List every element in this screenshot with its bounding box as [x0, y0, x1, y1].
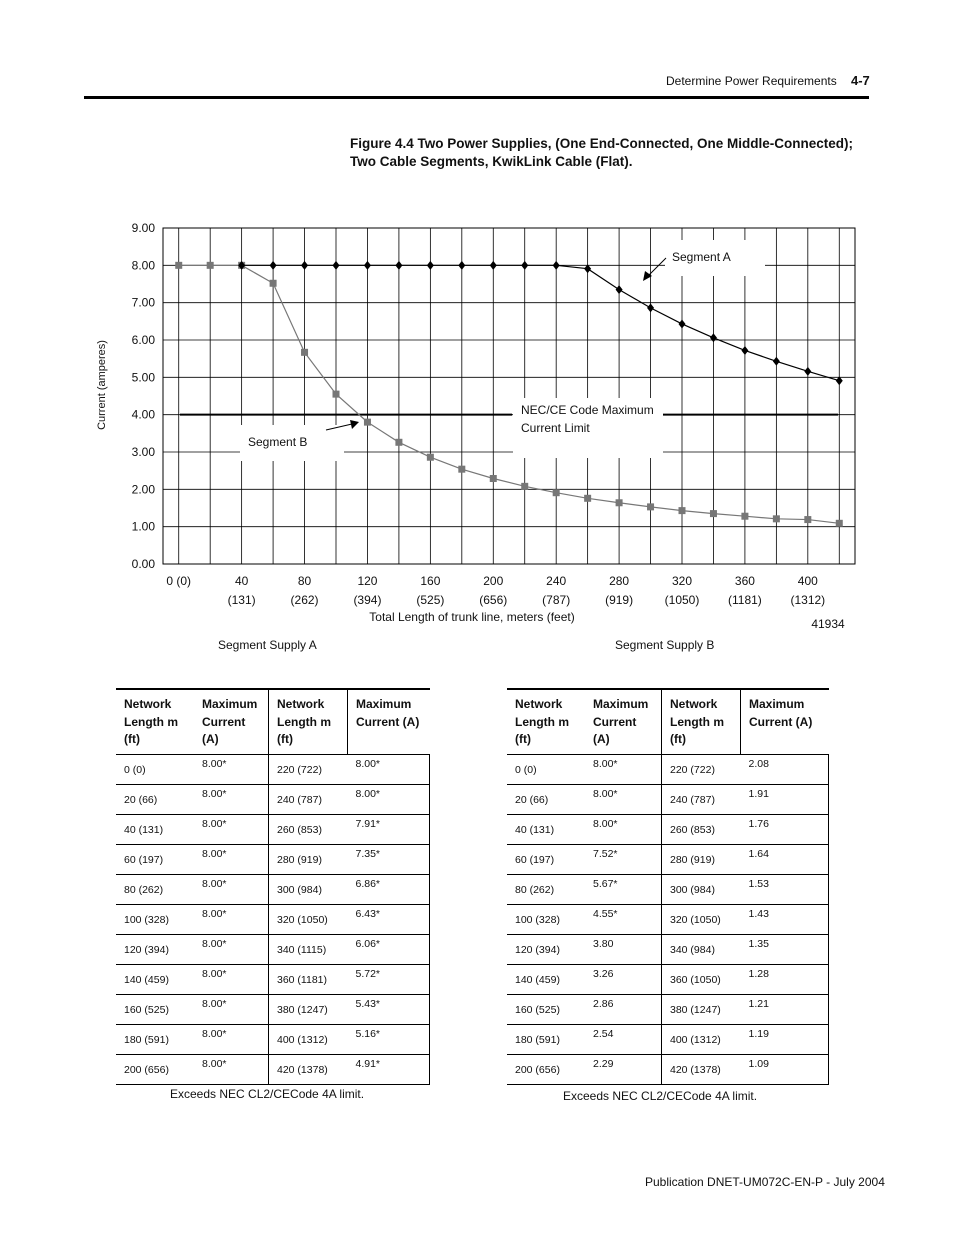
segment-a-line	[242, 265, 840, 380]
figure-caption-line1: Figure 4.4 Two Power Supplies, (One End-Connected, One Middle-Connected);	[350, 136, 854, 151]
table-row	[116, 905, 430, 935]
table-row	[507, 875, 829, 905]
table-a-note: Exceeds NEC CL2/CECode 4A limit.	[170, 1087, 365, 1101]
x-tick-sublabel: (262)	[290, 593, 319, 607]
segment-a-point	[679, 319, 686, 328]
y-tick-label: 4.00	[131, 407, 155, 422]
y-axis-title: Current (amperes)	[96, 340, 108, 430]
length-cell: 160 (525)	[116, 995, 194, 1025]
table-row	[116, 995, 430, 1025]
nec-limit-label: NEC/CE Code Maximum	[521, 403, 654, 417]
segment-b-callout: Segment B	[248, 435, 308, 449]
current-cell: 1.64	[741, 845, 829, 875]
x-tick-sublabel: (1050)	[664, 593, 700, 607]
x-tick-label: 240	[546, 574, 567, 588]
table-row	[116, 785, 430, 815]
segment-b-point	[804, 516, 811, 523]
current-cell: 8.00*	[194, 875, 269, 905]
segment-a-point	[647, 303, 654, 312]
y-tick-label: 2.00	[131, 482, 155, 497]
nec-limit-label: Current Limit	[521, 421, 590, 435]
current-cell: 8.00*	[194, 965, 269, 995]
current-cell: 3.80	[585, 935, 662, 965]
current-cell: 8.00*	[194, 1055, 269, 1085]
current-cell: 8.00*	[194, 815, 269, 845]
segment-a-point	[333, 261, 340, 270]
length-cell: 0 (0)	[507, 755, 585, 785]
publication-footer: Publication DNET-UM072C-EN-P - July 2004	[645, 1175, 885, 1189]
segment-a-point	[395, 261, 402, 270]
col-header: Network Length m (ft)	[269, 689, 348, 755]
supply-a-table	[116, 688, 430, 1085]
x-tick-sublabel: (131)	[227, 593, 256, 607]
current-cell: 8.00*	[194, 785, 269, 815]
current-cell: 1.19	[741, 1025, 829, 1055]
current-cell: 5.43*	[348, 995, 430, 1025]
segment-b-point	[333, 391, 340, 398]
x-tick-label: 400	[797, 574, 818, 588]
length-cell: 320 (1050)	[662, 905, 741, 935]
table-row	[116, 965, 430, 995]
x-tick-label: 120	[357, 574, 378, 588]
length-cell: 160 (525)	[507, 995, 585, 1025]
current-cell: 6.86*	[348, 875, 430, 905]
y-tick-label: 6.00	[131, 333, 155, 347]
col-header: Network Length m (ft)	[662, 689, 741, 755]
length-cell: 360 (1050)	[662, 965, 741, 995]
length-cell: 280 (919)	[269, 845, 348, 875]
current-cell: 6.06*	[348, 935, 430, 965]
length-cell: 80 (262)	[507, 875, 585, 905]
length-cell: 20 (66)	[507, 785, 585, 815]
length-cell: 40 (131)	[507, 815, 585, 845]
length-cell: 360 (1181)	[269, 965, 348, 995]
segment-b-point	[364, 419, 371, 426]
current-cell: 8.00*	[194, 935, 269, 965]
current-cell: 6.43*	[348, 905, 430, 935]
length-cell: 260 (853)	[269, 815, 348, 845]
length-cell: 140 (459)	[507, 965, 585, 995]
segment-supply-b-label: Segment Supply B	[615, 638, 715, 652]
table-row	[116, 815, 430, 845]
length-cell: 400 (1312)	[662, 1025, 741, 1055]
x-tick-label: 80	[297, 574, 312, 588]
figure-id: 41934	[811, 617, 845, 631]
segment-a-point	[270, 261, 277, 270]
length-cell: 240 (787)	[662, 785, 741, 815]
segment-b-point	[741, 513, 748, 520]
table-header-row	[507, 689, 829, 755]
table-row	[507, 905, 829, 935]
length-cell: 280 (919)	[662, 845, 741, 875]
length-cell: 100 (328)	[507, 905, 585, 935]
col-header: Network Length m (ft)	[116, 689, 194, 755]
figure-caption-line2: Two Cable Segments, KwikLink Cable (Flat).	[350, 154, 633, 169]
x-tick-label: 280	[609, 574, 630, 588]
x-tick-sublabel: (787)	[542, 593, 571, 607]
length-cell: 320 (1050)	[269, 905, 348, 935]
length-cell: 220 (722)	[269, 755, 348, 785]
length-cell: 420 (1378)	[269, 1055, 348, 1085]
length-cell: 120 (394)	[116, 935, 194, 965]
table-row	[116, 875, 430, 905]
current-cell: 8.00*	[194, 905, 269, 935]
current-cell: 8.00*	[348, 755, 430, 785]
length-cell: 340 (984)	[662, 935, 741, 965]
table-row	[507, 1025, 829, 1055]
segment-supply-a-label: Segment Supply A	[218, 638, 317, 652]
table-row	[507, 1055, 829, 1085]
table-row	[507, 755, 829, 785]
segment-b-point	[427, 454, 434, 461]
x-tick-label: 200	[483, 574, 504, 588]
table-row	[507, 965, 829, 995]
col-header: Maximum Current (A)	[741, 689, 829, 755]
x-tick-label: 40	[234, 574, 249, 588]
segment-b-point	[270, 280, 277, 287]
segment-a-point	[364, 261, 371, 270]
y-tick-label: 0.00	[131, 557, 155, 571]
segment-a-point	[741, 346, 748, 355]
current-cell: 1.35	[741, 935, 829, 965]
segment-a-point	[521, 261, 528, 270]
length-cell: 200 (656)	[507, 1055, 585, 1085]
segment-b-point	[710, 510, 717, 517]
current-cell: 8.00*	[585, 755, 662, 785]
length-cell: 140 (459)	[116, 965, 194, 995]
segment-b-point	[301, 349, 308, 356]
segment-b-point	[773, 515, 780, 522]
current-cell: 8.00*	[194, 755, 269, 785]
table-row	[507, 935, 829, 965]
segment-b-point	[553, 489, 560, 496]
col-header: Maximum Current (A)	[348, 689, 430, 755]
length-cell: 380 (1247)	[662, 995, 741, 1025]
length-cell: 260 (853)	[662, 815, 741, 845]
segment-a-point	[553, 261, 560, 270]
segment-b-arrowhead	[350, 420, 359, 429]
length-cell: 220 (722)	[662, 755, 741, 785]
length-cell: 120 (394)	[507, 935, 585, 965]
table-row	[507, 845, 829, 875]
segment-a-point	[301, 261, 308, 270]
plot-frame	[163, 228, 855, 564]
page-number: 4-7	[851, 73, 870, 88]
length-cell: 300 (984)	[269, 875, 348, 905]
col-header: Maximum Current (A)	[194, 689, 269, 755]
current-cell: 1.21	[741, 995, 829, 1025]
current-cell: 7.52*	[585, 845, 662, 875]
length-cell: 200 (656)	[116, 1055, 194, 1085]
x-tick-label: 160	[420, 574, 441, 588]
current-cell: 1.53	[741, 875, 829, 905]
segment-b-point	[490, 475, 497, 482]
segment-a-point	[710, 333, 717, 342]
segment-b-point	[207, 262, 214, 269]
length-cell: 40 (131)	[116, 815, 194, 845]
length-cell: 60 (197)	[507, 845, 585, 875]
segment-a-point	[804, 367, 811, 376]
current-cell: 3.26	[585, 965, 662, 995]
current-cell: 8.00*	[194, 845, 269, 875]
x-tick-label: 0 (0)	[166, 574, 192, 588]
current-cell: 8.00*	[585, 815, 662, 845]
current-cell: 2.08	[741, 755, 829, 785]
current-cell: 2.86	[585, 995, 662, 1025]
segment-b-line	[179, 265, 840, 523]
current-cell: 7.91*	[348, 815, 430, 845]
x-axis-title: Total Length of trunk line, meters (feet)	[369, 610, 575, 624]
table-row	[507, 995, 829, 1025]
segment-b-point	[521, 483, 528, 490]
length-cell: 100 (328)	[116, 905, 194, 935]
y-tick-label: 1.00	[131, 519, 155, 534]
y-tick-label: 3.00	[131, 445, 155, 459]
length-cell: 80 (262)	[116, 875, 194, 905]
current-cell: 1.09	[741, 1055, 829, 1085]
current-cell: 1.76	[741, 815, 829, 845]
segment-a-point	[773, 357, 780, 366]
supply-b-table	[507, 688, 829, 1085]
table-row	[507, 785, 829, 815]
segment-b-point	[584, 495, 591, 502]
length-cell: 240 (787)	[269, 785, 348, 815]
running-header-title: Determine Power Requirements	[666, 74, 837, 88]
segment-b-point	[836, 520, 843, 527]
x-tick-sublabel: (656)	[479, 593, 508, 607]
length-cell: 60 (197)	[116, 845, 194, 875]
current-cell: 8.00*	[194, 995, 269, 1025]
table-row	[116, 1025, 430, 1055]
segment-b-point	[458, 466, 465, 473]
current-cell: 5.67*	[585, 875, 662, 905]
table-header-row	[116, 689, 430, 755]
col-header: Network Length m (ft)	[507, 689, 585, 755]
length-cell: 300 (984)	[662, 875, 741, 905]
length-cell: 0 (0)	[116, 755, 194, 785]
current-cell: 5.72*	[348, 965, 430, 995]
current-cell: 1.43	[741, 905, 829, 935]
current-cell: 2.54	[585, 1025, 662, 1055]
y-tick-label: 9.00	[131, 221, 155, 235]
x-tick-sublabel: (919)	[605, 593, 634, 607]
length-cell: 340 (1115)	[269, 935, 348, 965]
table-row	[116, 845, 430, 875]
length-cell: 180 (591)	[507, 1025, 585, 1055]
x-tick-label: 360	[734, 574, 755, 588]
table-b-note: Exceeds NEC CL2/CECode 4A limit.	[563, 1089, 758, 1103]
table-row	[116, 755, 430, 785]
table-row	[507, 815, 829, 845]
current-cell: 1.91	[741, 785, 829, 815]
length-cell: 420 (1378)	[662, 1055, 741, 1085]
current-cell: 8.00*	[585, 785, 662, 815]
segment-b-point	[175, 262, 182, 269]
y-tick-label: 8.00	[131, 258, 155, 273]
segment-a-callout: Segment A	[672, 250, 731, 264]
table-row	[116, 935, 430, 965]
current-cell: 7.35*	[348, 845, 430, 875]
length-cell: 400 (1312)	[269, 1025, 348, 1055]
current-cell: 2.29	[585, 1055, 662, 1085]
x-tick-sublabel: (525)	[416, 593, 445, 607]
segment-b-point	[616, 499, 623, 506]
segment-b-point	[679, 507, 686, 514]
length-cell: 180 (591)	[116, 1025, 194, 1055]
current-cell: 4.91*	[348, 1055, 430, 1085]
segment-a-point	[427, 261, 434, 270]
length-cell: 380 (1247)	[269, 995, 348, 1025]
segment-b-point	[395, 439, 402, 446]
current-cell: 1.28	[741, 965, 829, 995]
y-tick-label: 5.00	[131, 370, 155, 385]
current-cell: 5.16*	[348, 1025, 430, 1055]
x-tick-label: 320	[671, 574, 693, 588]
x-tick-sublabel: (394)	[353, 593, 382, 607]
current-cell: 8.00*	[194, 1025, 269, 1055]
length-cell: 20 (66)	[116, 785, 194, 815]
col-header: Maximum Current (A)	[585, 689, 662, 755]
x-tick-sublabel: (1312)	[790, 593, 826, 607]
current-cell: 8.00*	[348, 785, 430, 815]
table-row	[116, 1055, 430, 1085]
segment-a-point	[458, 261, 465, 270]
current-cell: 4.55*	[585, 905, 662, 935]
segment-a-point	[616, 285, 623, 294]
segment-b-point	[647, 503, 654, 510]
y-tick-label: 7.00	[131, 295, 155, 310]
x-tick-sublabel: (1181)	[728, 593, 762, 607]
segment-a-point	[490, 261, 497, 270]
